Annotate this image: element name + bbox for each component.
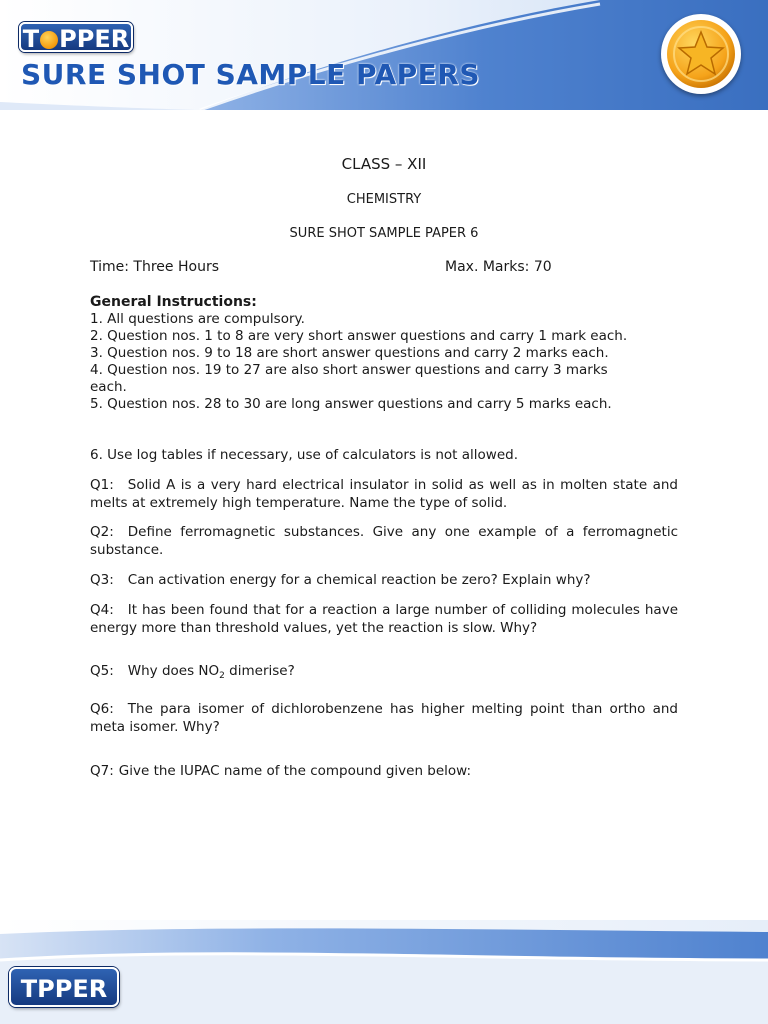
instructions-heading: General Instructions: xyxy=(90,294,257,310)
question-5 xyxy=(90,662,678,685)
question-number: Q3: xyxy=(90,572,114,588)
question-number: Q4: xyxy=(90,602,114,618)
banner-title: SURE SHOT SAMPLE PAPERS xyxy=(21,58,481,91)
max-marks: Max. Marks: 70 xyxy=(445,259,552,275)
question-7 xyxy=(90,762,678,780)
instruction-note: 6. Use log tables if necessary, use of calculators is not allowed. xyxy=(90,447,518,463)
question-text-part: Why does NO xyxy=(127,663,220,679)
logo-letter-t: T xyxy=(22,25,40,53)
paper-title: SURE SHOT SAMPLE PAPER 6 xyxy=(289,226,479,241)
question-text xyxy=(128,663,295,679)
question-4 xyxy=(90,601,678,637)
question-number: Q7: xyxy=(90,763,114,779)
question-3 xyxy=(90,571,678,589)
question-text: Define ferromagnetic substances. Give any one example of a ferromagnetic substance. xyxy=(90,524,678,558)
question-number: Q6: xyxy=(90,701,114,717)
instruction-item: 4. Question nos. 19 to 27 are also short answer questions and carry 3 marks each. xyxy=(90,362,608,395)
instruction-item: 1. All questions are compulsory. xyxy=(90,311,305,327)
question-2 xyxy=(90,523,678,559)
question-text: It has been found that for a reaction a large number of colliding molecules have energy more than threshold values, yet the reaction is slow. Why? xyxy=(90,602,678,636)
question-number: Q5: xyxy=(90,663,114,679)
class-heading: CLASS – XII xyxy=(341,155,427,173)
header-banner-background xyxy=(0,0,768,110)
topper-logo xyxy=(19,22,133,52)
question-text: Give the IUPAC name of the compound given below: xyxy=(118,763,472,779)
instruction-item: 5. Question nos. 28 to 30 are long answer questions and carry 5 marks each. xyxy=(90,396,612,412)
instruction-item: 3. Question nos. 9 to 18 are short answer questions and carry 2 marks each. xyxy=(90,345,609,361)
question-text: Can activation energy for a chemical reaction be zero? Explain why? xyxy=(127,572,591,588)
question-text-part: dimerise? xyxy=(224,663,295,679)
question-number: Q2: xyxy=(90,524,114,540)
time-allowed: Time: Three Hours xyxy=(90,259,219,275)
general-instructions xyxy=(90,294,630,413)
question-6 xyxy=(90,700,678,736)
formula-subscript: 2 xyxy=(219,671,225,681)
logo-letter-t: T xyxy=(20,975,38,1003)
question-1 xyxy=(90,476,678,512)
subject-heading: CHEMISTRY xyxy=(346,192,422,207)
logo-letters-pper: PPER xyxy=(59,25,130,53)
question-number: Q1: xyxy=(90,477,114,493)
question-text: The para isomer of dichlorobenzene has higher melting point than ortho and meta isomer. Why? xyxy=(90,701,678,735)
orange-ball-icon xyxy=(40,31,58,49)
exam-meta-row xyxy=(90,259,678,275)
instruction-item: 2. Question nos. 1 to 8 are very short answer questions and carry 1 mark each. xyxy=(90,328,628,344)
question-text: Solid A is a very hard electrical insulator in solid as well as in molten state and melts at extremely high temperature. Name the type of solid. xyxy=(90,477,678,511)
footer-topper-logo xyxy=(9,967,119,1007)
logo-letters-pper: PPER xyxy=(37,975,108,1003)
gold-star-medal-icon xyxy=(661,14,741,94)
